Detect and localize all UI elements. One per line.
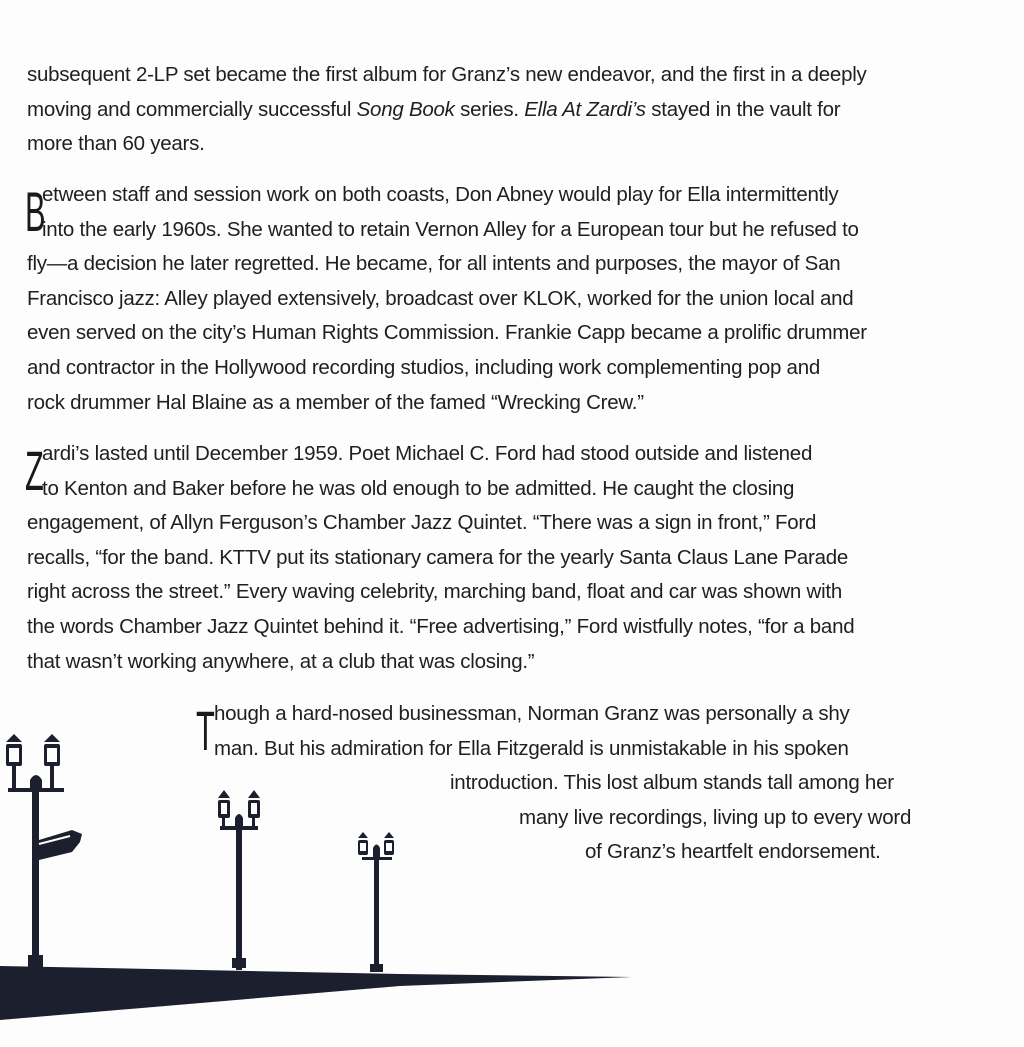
text-line: right across the street.” Every waving celebrity, marching band, float and car was shown with: [27, 580, 842, 604]
lamp-post-icon: [6, 734, 82, 970]
text-span: stayed in the vault for: [645, 97, 841, 121]
paragraph-musicians-later-careers: [27, 178, 987, 420]
lamp-post-icon: [358, 832, 394, 972]
text-line: that wasn’t working anywhere, at a club that was closing.”: [27, 649, 535, 673]
text-line: and contractor in the Hollywood recording studios, including work complementing pop and: [27, 355, 821, 379]
text-line: man. But his admiration for Ella Fitzgerald is unmistakable in his spoken: [214, 736, 849, 760]
text-line: introduction. This lost album stands tall among her: [450, 771, 894, 795]
text-line: recalls, “for the band. KTTV put its stationary camera for the yearly Santa Claus Lane Parade: [27, 545, 849, 569]
text-line: rock drummer Hal Blaine as a member of the famed “Wrecking Crew.”: [27, 390, 644, 414]
text-line: Francisco jazz: Alley played extensively, broadcast over KLOK, worked for the union local and: [27, 286, 854, 310]
text-line: many live recordings, living up to every word: [519, 805, 912, 829]
drop-cap: Z: [25, 439, 44, 502]
text-span: series.: [454, 97, 525, 121]
text-line: ardi’s lasted until December 1959. Poet Michael C. Ford had stood outside and listened: [42, 442, 813, 465]
paragraph-zardis-closing: [27, 437, 987, 679]
text-line: of Granz’s heartfelt endorsement.: [585, 840, 881, 864]
drop-cap: B: [25, 180, 46, 243]
text-line: the words Chamber Jazz Quintet behind it. “Free advertising,” Ford wistfully notes, “for a band: [27, 614, 855, 638]
album-title-ella-at-zardis: Ella At Zardi’s: [524, 97, 646, 121]
street-lamps-illustration: [0, 730, 640, 1020]
lamp-post-icon: [218, 790, 260, 970]
text-line: engagement, of Allyn Ferguson’s Chamber Jazz Quintet. “There was a sign in front,” Ford: [27, 511, 817, 535]
text-line: to Kenton and Baker before he was old enough to be admitted. He caught the closing: [42, 476, 795, 500]
text-line: into the early 1960s. She wanted to retain Vernon Alley for a European tour but he refused to: [42, 217, 859, 241]
text-span: moving and commercially successful: [27, 97, 357, 121]
text-line: [27, 93, 987, 128]
text-line: hough a hard-nosed businessman, Norman Granz was personally a shy: [214, 702, 850, 725]
ground-silhouette: [0, 966, 632, 1020]
drop-cap: T: [196, 699, 215, 762]
text-line: fly—a decision he later regretted. He became, for all intents and purposes, the mayor of San: [27, 252, 841, 276]
album-title-song-book: Song Book: [356, 97, 455, 121]
paragraph-ella-at-zardis: [27, 58, 987, 162]
text-line: etween staff and session work on both coasts, Don Abney would play for Ella intermittently: [42, 183, 839, 206]
text-line: even served on the city’s Human Rights Commission. Frankie Capp became a prolific drummer: [27, 321, 867, 345]
text-line: more than 60 years.: [27, 132, 205, 156]
text-line: subsequent 2-LP set became the first album for Granz’s new endeavor, and the first in a deeply: [27, 63, 867, 86]
